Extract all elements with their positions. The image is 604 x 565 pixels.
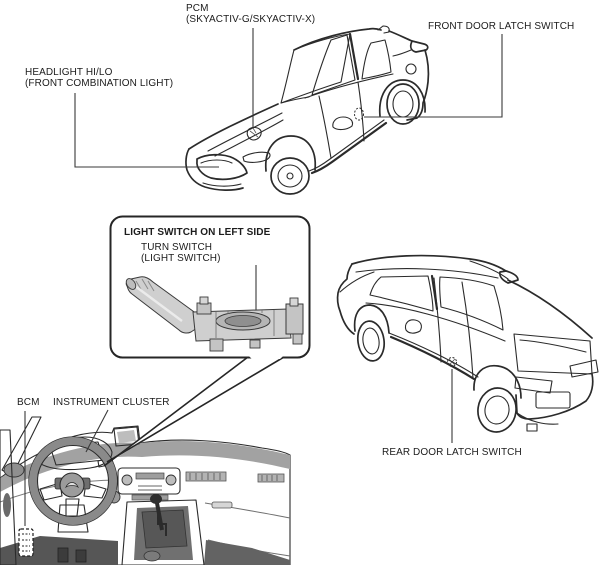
rear-door-latch-label: REAR DOOR LATCH SWITCH [382, 447, 522, 458]
front-door-latch-label: FRONT DOOR LATCH SWITCH [428, 21, 575, 32]
front-car-illustration [186, 26, 428, 194]
pcm-label-line1: PCM [186, 3, 209, 14]
pcm-label-line2: (SKYACTIV-G/SKYACTIV-X) [186, 14, 316, 25]
headlight-label-line1: HEADLIGHT HI/LO [25, 67, 113, 78]
instrument-cluster-label: INSTRUMENT CLUSTER [53, 397, 170, 408]
headlight-label-line2: (FRONT COMBINATION LIGHT) [25, 78, 174, 89]
rear-car-illustration [338, 256, 598, 435]
bcm-marker [19, 529, 33, 556]
turn-switch-label-line1: TURN SWITCH [141, 242, 213, 253]
callout-title: LIGHT SWITCH ON LEFT SIDE [124, 227, 271, 238]
bcm-label: BCM [17, 397, 40, 408]
turn-switch-label-line2: (LIGHT SWITCH) [141, 253, 221, 264]
